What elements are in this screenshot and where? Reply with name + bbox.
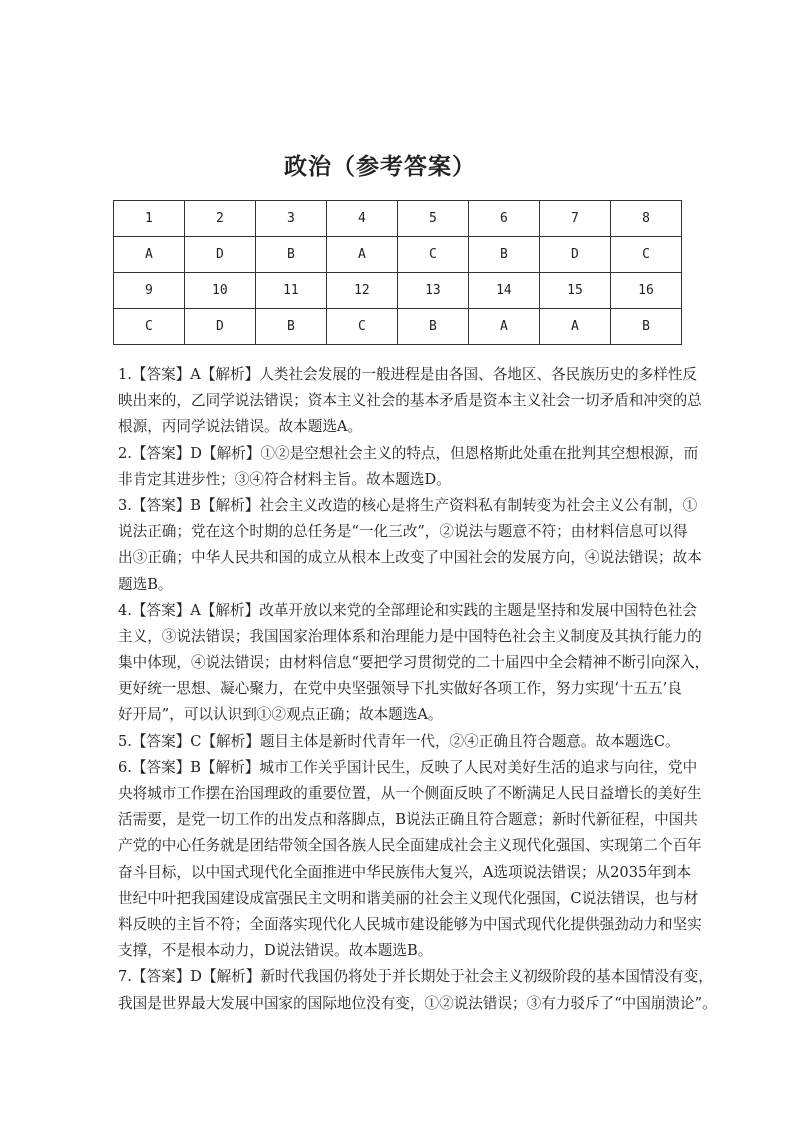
explanation-line: 说法正确；党在这个时期的总任务是“一化三改”，②说法与题意不符；由材料信息可以得 <box>118 523 688 541</box>
explanation-line: 题选B。 <box>118 575 173 593</box>
explanation-line: 5.【答案】C【解析】题目主体是新时代青年一代，②④正确且符合题意。故本题选C。 <box>118 732 680 750</box>
answer-cell: D <box>184 309 255 345</box>
answer-cell: D <box>539 237 610 273</box>
answer-cell: A <box>326 237 397 273</box>
explanation-line: 更好统一思想、凝心聚力，在党中央坚强领导下扎实做好各项工作，努力实现‘十五五’良 <box>118 680 682 698</box>
explanations <box>118 362 717 1017</box>
answer-cell: C <box>610 237 681 273</box>
answer-cell: B <box>255 309 326 345</box>
answer-cell: A <box>539 309 610 345</box>
answer-cell: B <box>468 237 539 273</box>
question-number-cell: 15 <box>539 273 610 309</box>
explanation-line: 1.【答案】A【解析】人类社会发展的一般进程是由各国、各地区、各民族历史的多样性反 <box>118 366 698 383</box>
question-number-cell: 4 <box>326 201 397 237</box>
question-number-cell: 12 <box>326 273 397 309</box>
explanation-line: 支撑，不是根本动力，D说法错误。故本题选B。 <box>118 942 433 960</box>
answer-row <box>114 237 682 273</box>
question-number-cell: 14 <box>468 273 539 309</box>
question-number-cell: 1 <box>114 201 185 237</box>
answer-cell: D <box>184 237 255 273</box>
question-number-cell: 9 <box>114 273 185 309</box>
explanation-line: 活需要，是党一切工作的出发点和落脚点，B说法正确且符合题意；新时代新征程，中国共 <box>118 811 698 829</box>
answer-cell: C <box>326 309 397 345</box>
answer-cell: B <box>255 237 326 273</box>
explanation-line: 好开局”，可以认识到①②观点正确；故本题选A。 <box>118 706 443 724</box>
explanation-line: 央将城市工作摆在治国理政的重要位置，从一个侧面反映了不断满足人民日益增长的美好生 <box>118 785 702 802</box>
explanation-line: 非肯定其进步性；③④符合材料主旨。故本题选D。 <box>118 470 451 488</box>
explanation-line: 料反映的主旨不符；全面落实现代化人民城市建设能够为中国式现代化提供强劲动力和坚实 <box>118 915 702 933</box>
explanation-line: 2.【答案】D【解析】①②是空想社会主义的特点，但恩格斯此处重在批判其空想根源，而 <box>118 444 699 462</box>
answer-table <box>113 200 682 345</box>
question-number-cell: 3 <box>255 201 326 237</box>
question-number-row <box>114 201 682 237</box>
explanation-item <box>118 598 710 729</box>
explanation-item <box>118 441 699 493</box>
explanation-line: 集中体现，④说法错误；由材料信息“要把学习贯彻党的二十届四中全会精神不断引向深入， <box>118 654 710 672</box>
explanation-line: 3.【答案】B【解析】社会主义改造的核心是将生产资料私有制转变为社会主义公有制，① <box>118 496 698 514</box>
explanation-line: 我国是世界最大发展中国家的国际地位没有变，①②说法错误；③有力驳斥了“中国崩溃论”。 <box>118 994 717 1012</box>
explanation-line: 映出来的，乙同学说法错误；资本主义社会的基本矛盾是资本主义社会一切矛盾和冲突的总 <box>118 392 702 410</box>
answer-cell: C <box>114 309 185 345</box>
explanation-item <box>118 755 702 965</box>
answer-cell: C <box>397 237 468 273</box>
explanation-line: 7.【答案】D【解析】新时代我国仍将处于并长期处于社会主义初级阶段的基本国情没有变， <box>118 968 713 986</box>
explanation-line: 奋斗目标，以中国式现代化全面推进中华民族伟大复兴，A选项说法错误；从2035年到本 <box>118 863 692 881</box>
explanation-item <box>118 493 702 598</box>
question-number-cell: 10 <box>184 273 255 309</box>
answer-cell: A <box>114 237 185 273</box>
question-number-cell: 16 <box>610 273 681 309</box>
explanation-line: 4.【答案】A【解析】改革开放以来党的全部理论和实践的主题是坚持和发展中国特色社会 <box>118 601 698 619</box>
explanation-item <box>118 964 717 1016</box>
explanation-line: 主义，③说法错误；我国国家治理体系和治理能力是中国特色社会主义制度及其执行能力的 <box>118 627 702 645</box>
answer-cell: B <box>610 309 681 345</box>
answer-cell: A <box>468 309 539 345</box>
question-number-cell: 8 <box>610 201 681 237</box>
question-number-cell: 6 <box>468 201 539 237</box>
question-number-cell: 13 <box>397 273 468 309</box>
explanation-line: 6.【答案】B【解析】城市工作关乎国计民生，反映了人民对美好生活的追求与向往，党中 <box>118 758 698 776</box>
question-number-cell: 7 <box>539 201 610 237</box>
page-title: 政治（参考答案） <box>284 154 476 180</box>
question-number-cell: 5 <box>397 201 468 237</box>
explanation-line: 出③正确；中华人民共和国的成立从根本上改变了中国社会的发展方向，④说法错误；故本 <box>118 549 702 567</box>
answer-cell: B <box>397 309 468 345</box>
question-number-row <box>114 273 682 309</box>
explanation-line: 产党的中心任务就是团结带领全国各族人民全面建成社会主义现代化强国、实现第二个百年 <box>118 837 702 855</box>
explanation-item <box>118 729 681 755</box>
explanation-line: 世纪中叶把我国建设成富强民主文明和谐美丽的社会主义现代化强国，C说法错误，也与材 <box>118 889 699 907</box>
explanation-line: 根源，丙同学说法错误。故本题选A。 <box>118 418 363 436</box>
question-number-cell: 2 <box>184 201 255 237</box>
question-number-cell: 11 <box>255 273 326 309</box>
answer-row <box>114 309 682 345</box>
explanation-item <box>118 362 702 441</box>
